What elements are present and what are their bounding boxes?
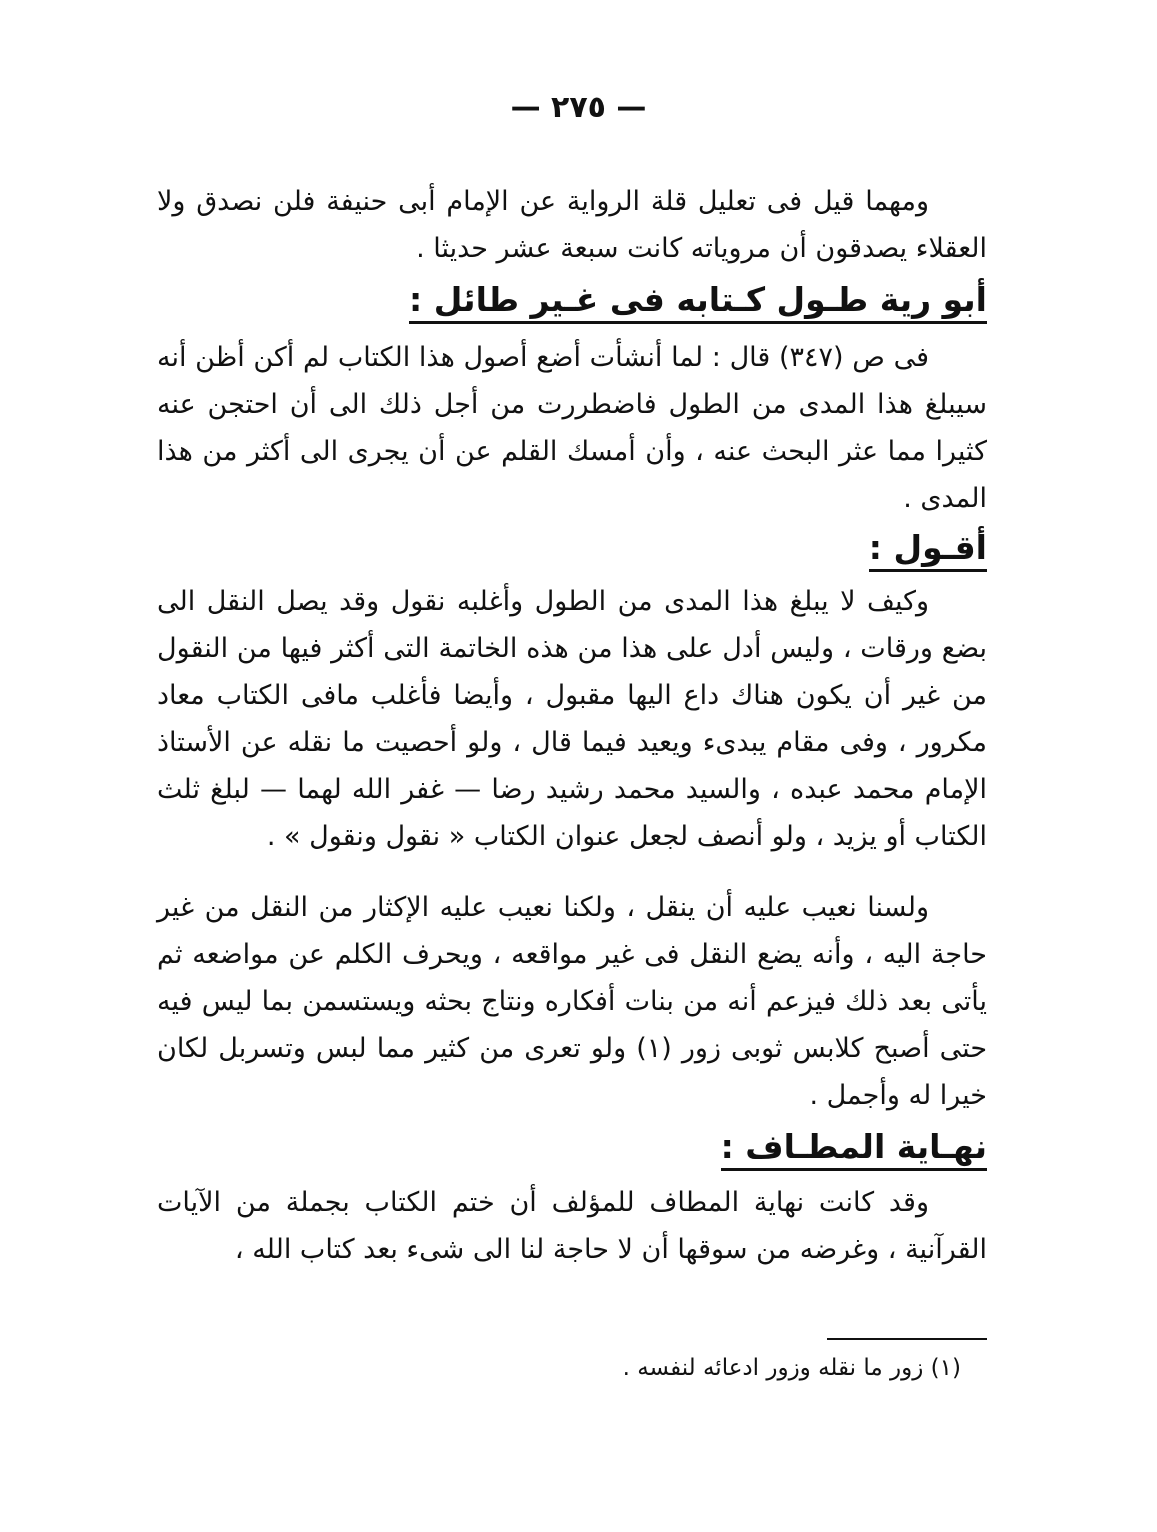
section-heading-1-text: أبو رية طـول كـتابه فى غـير طائل : — [409, 280, 987, 324]
page-number: — ٢٧٥ — — [510, 90, 647, 125]
paragraph-1: ومهما قيل فى تعليل قلة الرواية عن الإمام أبى حنيفة فلن نصدق ولا العقلاء يصدقون أن مروياته كانت سبعة عشر حديثا . — [157, 186, 987, 264]
section-heading-1 — [157, 274, 987, 326]
paragraph-3: وكيف لا يبلغ هذا المدى من الطول وأغلبه نقول وقد يصل النقل الى بضع ورقات ، وليس أدل على هذا من هذه الخاتمة التى أكثر فيها من النقول من غير أن يكون هناك داع اليها مقبول ، وأيضا فأغلب مافى الكتاب معاد مكرور ، وفى مقام يبدىء ويعيد فيما قال ، ولو أحصيت ما نقله عن الأستاذ الإمام محمد عبده ، والسيد محمد رشيد رضا — غفر الله لهما — لبلغ ثلث الكتاب أو يزيد ، ولو أنصف لجعل عنوان الكتاب « نقول ونقول » . — [157, 586, 987, 852]
page-body — [157, 178, 987, 1273]
footnote-divider — [827, 1338, 987, 1340]
section-heading-3-text: نهـاية المطـاف : — [721, 1127, 987, 1171]
section-heading-3 — [157, 1121, 987, 1173]
paragraph-2: فى ص (٣٤٧) قال : لما أنشأت أضع أصول هذا الكتاب لم أكن أظن أنه سيبلغ هذا المدى من الطول فاضطررت من أجل ذلك الى أن احتجن عنه كثيرا مما عثر البحث عنه ، وأن أمسك القلم عن أن يجرى الى أكثر من هذا المدى . — [157, 342, 987, 514]
section-heading-2 — [157, 522, 987, 574]
paragraph-4: ولسنا نعيب عليه أن ينقل ، ولكنا نعيب عليه الإكثار من النقل من غير حاجة اليه ، وأنه يضع النقل فى غير مواقعه ، ويحرف الكلم عن مواضعه ثم يأتى بعد ذلك فيزعم أنه من بنات أفكاره ونتاج بحثه ويستسمن بما ليس فيه حتى أصبح كلابس ثوبى زور (١) ولو تعرى من كثير مما لبس وتسربل لكان خيرا له وأجمل . — [157, 892, 988, 1111]
paragraph-5: وقد كانت نهاية المطاف للمؤلف أن ختم الكتاب بجملة من الآيات القرآنية ، وغرضه من سوقها أن لا حاجة لنا الى شىء بعد كتاب الله ، — [157, 1187, 987, 1265]
footnote: (١) زور ما نقله وزور ادعائه لنفسه . — [622, 1355, 961, 1381]
section-heading-2-text: أقـول : — [869, 528, 987, 572]
